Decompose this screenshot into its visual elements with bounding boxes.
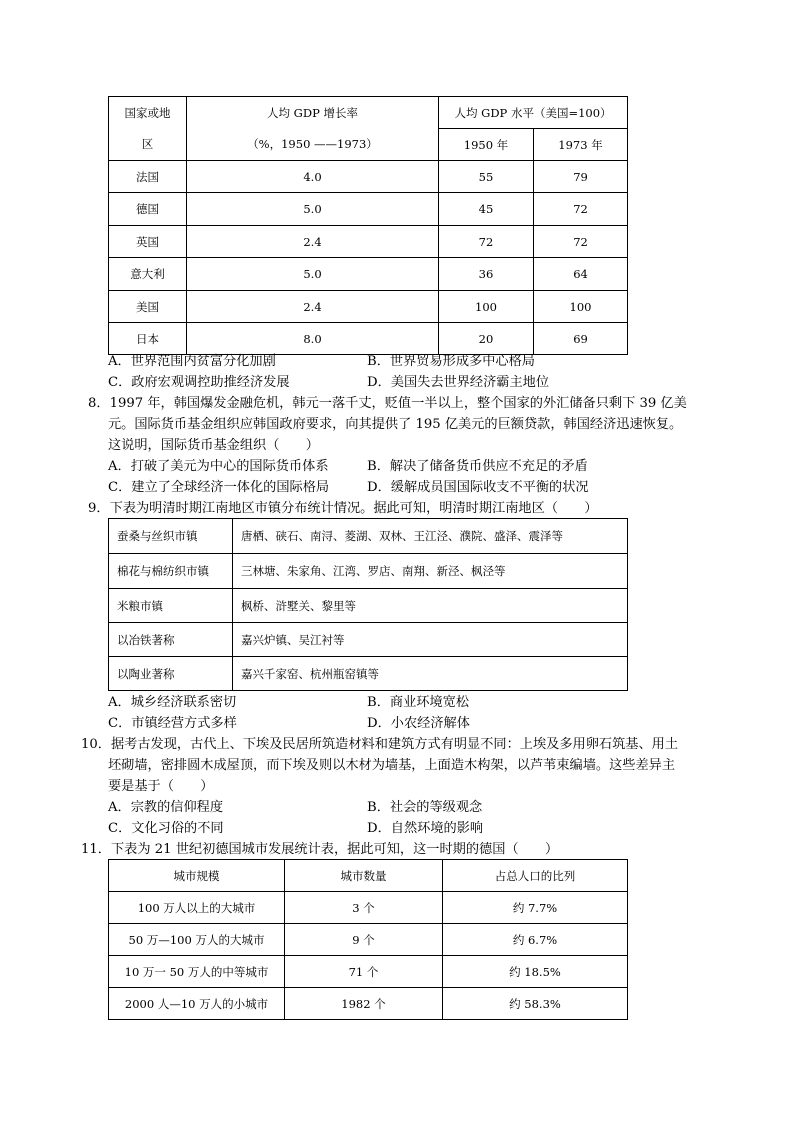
town-type-cell: 米粮市镇 bbox=[109, 589, 233, 623]
table-row bbox=[109, 554, 628, 589]
q10-option-d[interactable]: D．自然环境的影响 bbox=[367, 821, 484, 836]
city-count-cell: 71 个 bbox=[285, 956, 443, 988]
gdp1950-cell: 45 bbox=[439, 193, 534, 226]
q10-option-c[interactable]: C．文化习俗的不同 bbox=[108, 821, 224, 836]
growth-cell: 4.0 bbox=[187, 161, 439, 193]
q10-stem-line3: 要是基于（ ） bbox=[108, 779, 214, 794]
header-1973: 1973 年 bbox=[534, 129, 628, 161]
growth-cell: 5.0 bbox=[187, 193, 439, 226]
town-type-cell: 以陶业著称 bbox=[109, 657, 233, 691]
table-row bbox=[109, 892, 628, 924]
city-scale-cell: 10 万一 50 万人的中等城市 bbox=[109, 956, 285, 988]
country-cell: 美国 bbox=[109, 291, 187, 323]
town-list-cell: 嘉兴炉镇、吴江衬等 bbox=[233, 623, 628, 657]
q8-option-a[interactable]: A．打破了美元为中心的国际货币体系 bbox=[108, 459, 329, 474]
q7-option-c[interactable]: C．政府宏观调控助推经济发展 bbox=[108, 375, 290, 390]
country-cell: 德国 bbox=[109, 193, 187, 226]
town-type-cell: 棉花与棉纺织市镇 bbox=[109, 554, 233, 589]
q9-option-b[interactable]: B．商业环境宽松 bbox=[367, 695, 470, 710]
gdp1973-cell: 72 bbox=[534, 193, 628, 226]
header-city-scale: 城市规模 bbox=[109, 860, 285, 892]
city-count-cell: 1982 个 bbox=[285, 988, 443, 1020]
q10-option-b[interactable]: B．社会的等级观念 bbox=[367, 800, 483, 815]
q9-option-c[interactable]: C．市镇经营方式多样 bbox=[108, 716, 237, 731]
q10-stem-line1: 10．据考古发现，古代上、下埃及民居所筑造材料和建筑方式有明显不同：上埃及多用卵石筑基、用土 bbox=[81, 737, 679, 752]
table-header-row bbox=[109, 860, 628, 892]
growth-cell: 8.0 bbox=[187, 323, 439, 355]
table-row bbox=[109, 291, 628, 323]
q11-stem-line1: 11．下表为 21 世纪初德国城市发展统计表，据此可知，这一时期的德国（ ） bbox=[81, 842, 559, 857]
gdp1973-cell: 64 bbox=[534, 258, 628, 291]
gdp1973-cell: 100 bbox=[534, 291, 628, 323]
header-country-line1: 国家或地 bbox=[109, 97, 187, 129]
city-count-cell: 3 个 bbox=[285, 892, 443, 924]
growth-cell: 5.0 bbox=[187, 258, 439, 291]
table-row bbox=[109, 323, 628, 355]
market-town-table bbox=[108, 518, 628, 691]
table-row bbox=[109, 258, 628, 291]
table-row bbox=[109, 519, 628, 554]
q10-option-a[interactable]: A．宗教的信仰程度 bbox=[108, 800, 224, 815]
town-list-cell: 枫桥、浒墅关、黎里等 bbox=[233, 589, 628, 623]
gdp1950-cell: 20 bbox=[439, 323, 534, 355]
population-ratio-cell: 约 7.7% bbox=[443, 892, 628, 924]
population-ratio-cell: 约 6.7% bbox=[443, 924, 628, 956]
country-cell: 日本 bbox=[109, 323, 187, 355]
gdp1950-cell: 36 bbox=[439, 258, 534, 291]
gdp1950-cell: 100 bbox=[439, 291, 534, 323]
header-growth-line1: 人均 GDP 增长率 bbox=[187, 97, 439, 129]
table-row bbox=[109, 226, 628, 258]
header-city-count: 城市数量 bbox=[285, 860, 443, 892]
gdp1973-cell: 69 bbox=[534, 323, 628, 355]
q8-stem-line2: 元。国际货币基金组织应韩国政府要求，向其提供了 195 亿美元的巨额贷款，韩国经济迅速恢复。 bbox=[108, 417, 683, 432]
gdp1973-cell: 72 bbox=[534, 226, 628, 258]
header-gdp-level: 人均 GDP 水平（美国=100） bbox=[439, 97, 628, 129]
q9-option-a[interactable]: A．城乡经济联系密切 bbox=[108, 695, 237, 710]
country-cell: 法国 bbox=[109, 161, 187, 193]
table-row bbox=[109, 623, 628, 657]
city-scale-cell: 2000 人—10 万人的小城市 bbox=[109, 988, 285, 1020]
gdp1950-cell: 72 bbox=[439, 226, 534, 258]
gdp1973-cell: 79 bbox=[534, 161, 628, 193]
table-row bbox=[109, 988, 628, 1020]
town-list-cell: 嘉兴千家窑、杭州瓶窑镇等 bbox=[233, 657, 628, 691]
table-row bbox=[109, 161, 628, 193]
german-city-table bbox=[108, 859, 628, 1020]
growth-cell: 2.4 bbox=[187, 291, 439, 323]
q7-option-b[interactable]: B．世界贸易形成多中心格局 bbox=[367, 354, 535, 369]
city-count-cell: 9 个 bbox=[285, 924, 443, 956]
q8-stem-line3: 这说明，国际货币基金组织（ ） bbox=[108, 438, 319, 453]
q10-stem-line2: 坯砌墙，密排圆木成屋顶，而下埃及则以木材为墙基，上面造木构架，以芦苇束编墙。这些差异主 bbox=[108, 758, 676, 773]
gdp1950-cell: 55 bbox=[439, 161, 534, 193]
table-row bbox=[109, 193, 628, 226]
table-row bbox=[109, 924, 628, 956]
header-country-line2: 区 bbox=[109, 129, 187, 161]
header-1950: 1950 年 bbox=[439, 129, 534, 161]
population-ratio-cell: 约 18.5% bbox=[443, 956, 628, 988]
q8-stem-line1: 8．1997 年，韩国爆发金融危机，韩元一落千丈，贬值一半以上，整个国家的外汇储备只剩下 39 亿美 bbox=[88, 396, 687, 411]
q8-option-c[interactable]: C．建立了全球经济一体化的国际格局 bbox=[108, 480, 330, 495]
growth-cell: 2.4 bbox=[187, 226, 439, 258]
q7-option-a[interactable]: A．世界范围内贫富分化加剧 bbox=[108, 354, 276, 369]
q8-option-b[interactable]: B．解决了储备货币供应不充足的矛盾 bbox=[367, 459, 588, 474]
q8-option-d[interactable]: D．缓解成员国国际收支不平衡的状况 bbox=[367, 480, 589, 495]
town-type-cell: 蚕桑与丝织市镇 bbox=[109, 519, 233, 554]
town-list-cell: 三林塘、朱家角、江湾、罗店、南翔、新泾、枫泾等 bbox=[233, 554, 628, 589]
q7-option-d[interactable]: D．美国失去世界经济霸主地位 bbox=[367, 375, 550, 390]
population-ratio-cell: 约 58.3% bbox=[443, 988, 628, 1020]
country-cell: 意大利 bbox=[109, 258, 187, 291]
gdp-table bbox=[108, 96, 628, 355]
header-population-ratio: 占总人口的比列 bbox=[443, 860, 628, 892]
table-row bbox=[109, 956, 628, 988]
town-list-cell: 唐栖、硖石、南浔、菱湖、双林、王江泾、濮院、盛泽、震泽等 bbox=[233, 519, 628, 554]
city-scale-cell: 100 万人以上的大城市 bbox=[109, 892, 285, 924]
table-row bbox=[109, 589, 628, 623]
country-cell: 英国 bbox=[109, 226, 187, 258]
q9-option-d[interactable]: D．小农经济解体 bbox=[367, 716, 470, 731]
town-type-cell: 以冶铁著称 bbox=[109, 623, 233, 657]
city-scale-cell: 50 万—100 万人的大城市 bbox=[109, 924, 285, 956]
table-row bbox=[109, 657, 628, 691]
header-growth-line2: （%，1950 ——1973） bbox=[187, 129, 439, 161]
q9-stem-line1: 9．下表为明清时期江南地区市镇分布统计情况。据此可知，明清时期江南地区（ ） bbox=[88, 501, 598, 516]
